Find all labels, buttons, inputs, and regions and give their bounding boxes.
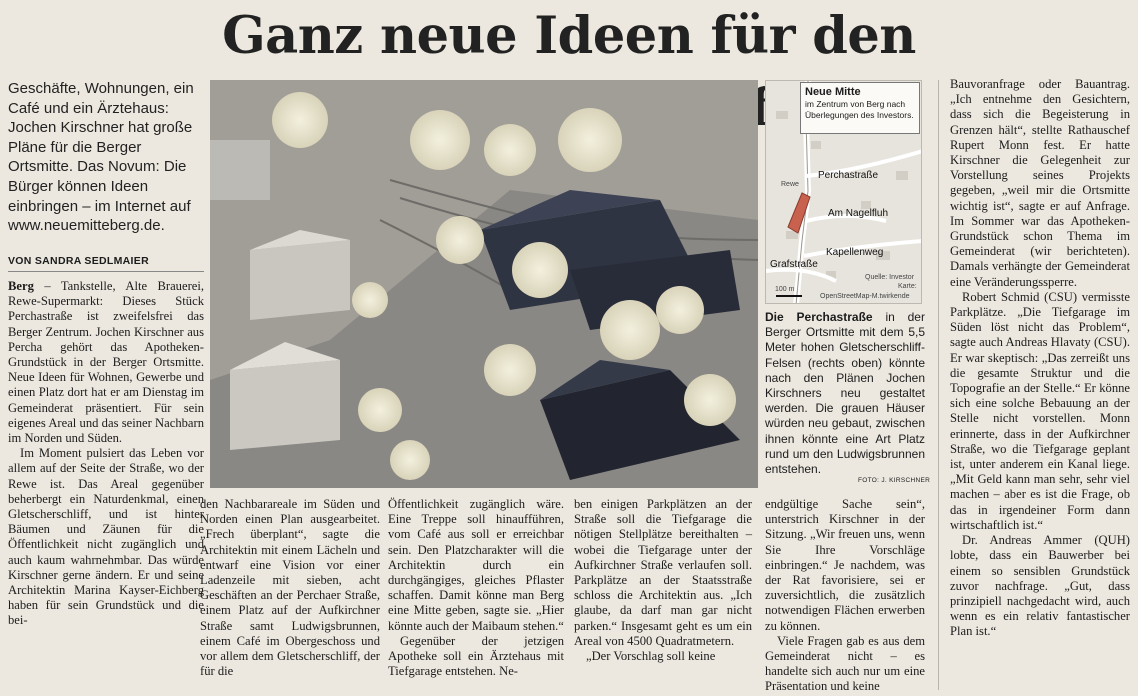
architecture-model-photo — [210, 80, 758, 488]
column-5 — [765, 497, 925, 695]
teaser: Geschäfte, Wohnungen, ein Café und ein Ärztehaus: Jochen Kirschner hat große Pläne für die Berger Ortsmitte. Das Novum: Die Bürger können Ideen einbringen – im Internet auf www.neuemitteberg.de. — [8, 80, 194, 235]
column-6 — [950, 77, 1130, 640]
column-6-paragraph-1: Bauvoranfrage oder Bauantrag. „Ich entnehme den Gesichtern, dass sich die Begeisterung in Grenzen hält“, stellte Rathauschef Rupert Monn fest. Er hatte Kirschner die Gelegenheit zur Vorstellung seines Projekts gegeben, „weil mir die Ortsmitte wichtig ist“, sagte er auf Anfrage. Im Sommer war das Apotheken-Grundstück schon Thema im Gemeinderat (wir berichteten). Damals verhängte der Gemeinderat eine Veränderungssperre. — [950, 77, 1130, 289]
map-label-grafstrasse: Grafstraße — [770, 259, 818, 270]
photo-caption: Die Perchastraße in der Berger Ortsmitte mit dem 5,5 Meter hohen Gletscherschliff-Felsen (rechts oben) könnte nach den Plänen Jochen Kirschners neu gestaltet werden. Die grauen Häuser würden neu gebaut, zwischen ihnen könnte eine Art Platz rund um den Ludwigsbrunnen entstehen. — [765, 310, 925, 477]
column-2 — [200, 497, 380, 679]
map-title: Neue Mitte — [805, 86, 861, 98]
column-4 — [574, 497, 752, 664]
map-source: Quelle: Investor — [865, 274, 915, 281]
column-3-paragraph-1: Öffentlichkeit zugänglich wäre. Eine Treppe soll hinaufführen, vom Café aus soll er erreichbar sein. Den Platzcharakter will die Architektin durch ein durchgängiges, gleiches Pflaster schaffen. Damit könne man Berg eine Mitte geben, sagte sie. „Hier könnte auch der Maibaum stehen.“ — [388, 497, 564, 633]
column-2-paragraph-1: den Nachbarareale im Süden und Norden einen Plan ausgearbeitet. „Frech überplant“, sagte die Architektin mit einem Lächeln und entwarf eine Vision vor einer Ladenzeile mit sieben, acht Geschäften an der Perchaer Straße, einem Platz auf der Aufkirchner Straße samt Ludwigsbrunnen, einem Café im Obergeschoss und vor allem dem Gletscherschliff, der für die — [200, 497, 380, 679]
byline: VON SANDRA SEDLMAIER — [8, 255, 204, 272]
column-4-paragraph-1: ben einigen Parkplätzen an der Straße soll die Tiefgarage die nötigen Stellplätze bereithalten – wobei die Tiefgarage unter der Aufkirchner Straße verlaufen soll. Parkplätze an der Staatsstraße schloss die Architektin aus. „Ich glaube, da darf man gar nicht parken.“ Insgesamt geht es um ein Areal von 4500 Quadratmetern. — [574, 497, 752, 648]
column-4-paragraph-2: „Der Vorschlag soll keine — [586, 649, 716, 664]
map-legend-box — [800, 82, 920, 134]
column-3-paragraph-2: Gegenüber der jetzigen Apotheke soll ein Ärztehaus mit Tiefgarage entstehen. Ne- — [388, 633, 564, 679]
map-subtitle: im Zentrum von Berg nach Überlegungen des Investors. — [805, 99, 914, 120]
map-label-kapellenweg: Kapellenweg — [826, 247, 884, 258]
column-1-paragraph-2: Im Moment pulsiert das Leben vor allem auf der Seite der Straße, wo der Rewe ist. Das Areal gegenüber beherbergt ein Naturdenkmal, einen Gletscherschliff, und ist hinter Bäumen und Zäunen für die Öffentlichkeit nicht zugänglich und auch kaum wahrnehmbar. Das würde Kirschner gerne ändern. Er und seine Architektin Marina Kayser-Eichberg haben für sein Grundstück und die bei- — [8, 446, 204, 628]
column-5-paragraph-2: Viele Fragen gab es aus dem Gemeinderat nicht – es handelte sich auch nur um eine Präsentation und keine — [765, 633, 925, 694]
map-label-perchastrasse: Perchastraße — [818, 170, 879, 181]
photo-credit: FOTO: J. KIRSCHNER — [858, 477, 931, 484]
headline: Ganz neue Ideen für den — [222, 6, 916, 66]
column-1 — [8, 279, 204, 629]
map-osm: OpenStreetMap-M.twirkende — [820, 293, 910, 300]
map-label-am-nagelfluh: Am Nagelfluh — [828, 208, 889, 219]
column-5-paragraph-1: endgültige Sache sein“, unterstrich Kirschner in der Sitzung. „Wir freuen uns, wenn Sie Ihre Vorschläge einbringen.“ Je nachdem, was der Rat favorisiere, sei er zuversichtlich, die zusätzlich notwendigen Flächen erwerben zu können. — [765, 497, 925, 633]
map-karte: Karte: — [898, 283, 917, 290]
column-6-paragraph-3: Dr. Andreas Ammer (QUH) lobte, dass ein Bauwerber bei einem so sensiblen Grundstück zuvor nachfrage. „Gut, dass prinzipiell nachgedacht wird, auch wenn es ein relativ fantastischer Plan ist.“ — [950, 533, 1130, 639]
column-3 — [388, 497, 564, 679]
map-label-rewe: Rewe — [781, 181, 799, 188]
column-1-paragraph-1: Berg – Tankstelle, Alte Brauerei, Rewe-Supermarkt: Dieses Stück Perchastraße ist zweifelsfrei das Berger Zentrum. Jochen Kirschner aus Percha gehört das Apotheken-Grundstück in der Berger Ortsmitte. Neue Ideen für Wohnen, Gewerbe und einen Platz dort hat er am Dienstag im Gemeinderat präsentiert. Für sein eigenes Areal und das seiner Nachbarn im Norden und Süden. — [8, 279, 204, 446]
caption-lead: Die Perchastraße — [765, 310, 873, 324]
column-6-paragraph-2: Robert Schmid (CSU) vermisste Parkplätze. „Die Tiefgarage im Süden löst nicht das Problem“, sagte auch Andreas Hlavaty (CSU). Er war skeptisch: „Das zerreißt uns die gesamte Struktur und die Topografie an der Stelle.“ Er könne sich eine solche Bebauung an der Stelle nicht vorstellen. Monn erinnerte, dass in der Aufkirchner Straße, wo die Tiefgarage geplant ist, unter anderem ein Kanal liege. „Mit Geld kann man sehr, sehr viel machen – aber es ist die Frage, ob das in irgendeiner Form dann wirtschaftlich ist.“ — [950, 289, 1130, 532]
column-divider — [938, 80, 939, 690]
model-illustration — [210, 80, 758, 488]
map-scale: 100 m — [775, 286, 795, 293]
dateline: Berg — [8, 279, 34, 293]
